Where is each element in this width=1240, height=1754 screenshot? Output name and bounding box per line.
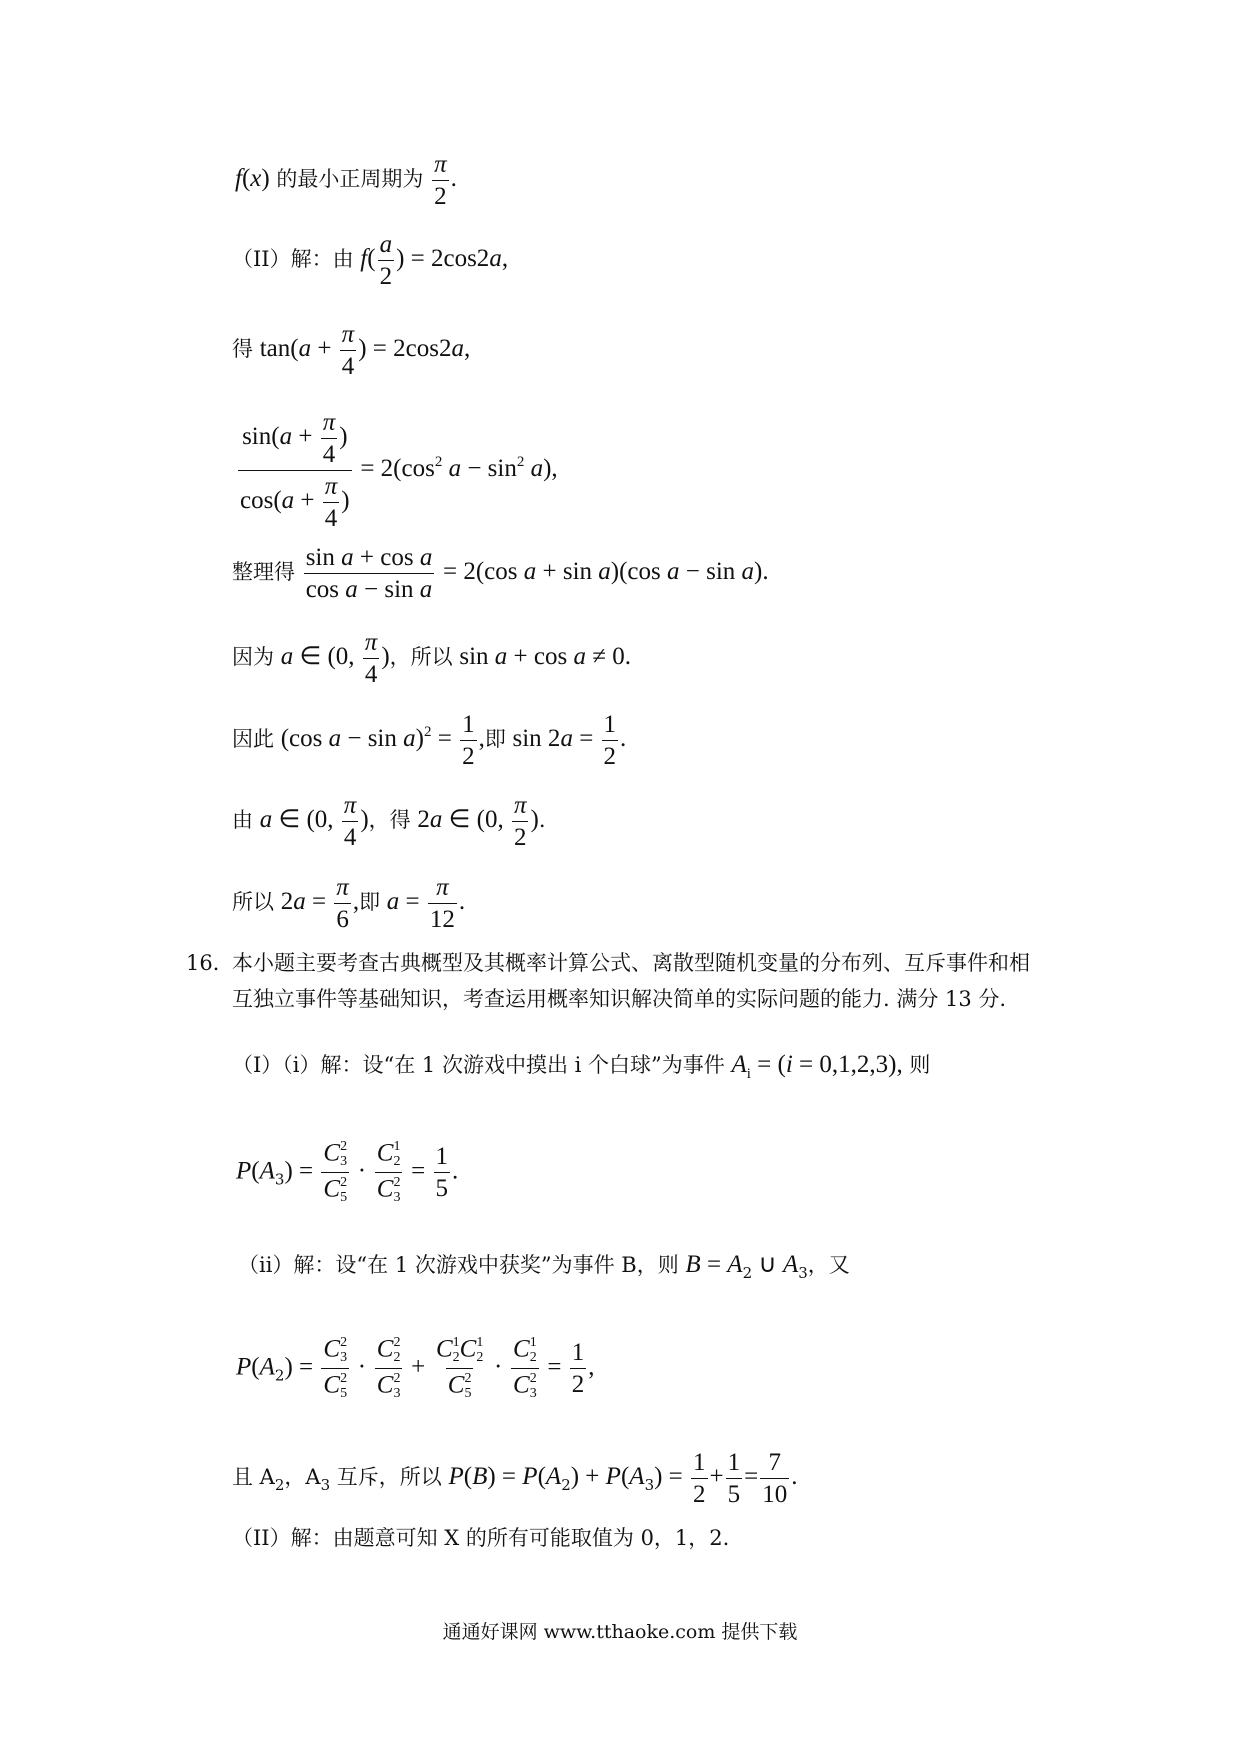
line-mutual: 且 $A_2$，$A_3$ 互斥，所以 $P(B) = P(A_2) + P(A_3)$ = $\frac{1}{2}$ + $\frac{1}{5}$ = $\frac{7}{10}$ . [232, 1449, 798, 1508]
line-from: 由 a ∈ (0, $\frac{\pi}{4}$ )，得 2a ∈ (0, $\frac{\pi}{2}$ ). [232, 792, 546, 851]
line-period: f(x) 的最小正周期为 $\frac{\pi}{2}$ . [235, 151, 457, 210]
q16-number: 16． [186, 951, 234, 975]
line-tan-eq: 得 tan(a + $\frac{\pi}{4}$ ) = 2cos2a, [232, 321, 471, 380]
line-simplify: 整理得 $\frac{\text{sin a + cos a}}{\text{cos a − sin a}}$ = 2(cos a + sin a)(cos a − sin a). [232, 544, 769, 603]
line-so: 所以 2a = $\frac{\pi}{6}$ ,即 a = $\frac{\pi}{12}$ . [232, 874, 466, 933]
line-part1-i: （I）（i）解：设“在 1 次游戏中摸出 i 个白球”为事件 $A_i = (i = 0,1,2,3)$, 则 [232, 1051, 931, 1082]
line-because: 因为 a ∈ (0, $\frac{\pi}{4}$ )，所以 sin a + cos a ≠ 0. [232, 629, 631, 688]
line-part2: （II）解：由题意可知 X 的所有可能取值为 0，1，2. [232, 1526, 730, 1550]
page-footer: 通通好课网 www.tthaoke.com 提供下载 [442, 1621, 798, 1643]
q16-intro-line1: 本小题主要考查古典概型及其概率计算公式、离散型随机变量的分布列、互斥事件和相 [232, 951, 1030, 975]
line-part1-ii: （ii）解：设“在 1 次游戏中获奖”为事件 B，则 $B = A_2$ ∪ $A_3$，又 [238, 1251, 850, 1282]
line-part2-start: （II）解：由 f( $\frac{a}{2}$ ) = 2cos2a, [232, 231, 509, 290]
q16-intro-line2: 互独立事件等基础知识，考查运用概率知识解决简单的实际问题的能力. 满分 13 分. [232, 987, 1007, 1011]
line-pa2: $P(A_2)$ = C 2 3 C 2 5 · C 2 2 C 2 3 + C 1 2 C 1 2 C 2 5 · C 1 2 C 2 3 = $\frac{1}{2}$ , [236, 1335, 595, 1402]
line-therefore: 因此 (cos a − sin a)$^2$ = $\frac{1}{2}$ ,即 sin 2a = $\frac{1}{2}$ . [232, 711, 627, 770]
line-pa3: $P(A_3)$ = C 2 3 C 2 5 · C 1 2 C 2 3 = $\frac{1}{5}$ . [236, 1139, 459, 1206]
line-sincos-eq: sin(a + $\frac{\pi}{4}$ ) cos(a + $\frac{\pi}{4}$ ) = $2(\cos^2$ $a - \sin^2 a$), [240, 409, 558, 532]
